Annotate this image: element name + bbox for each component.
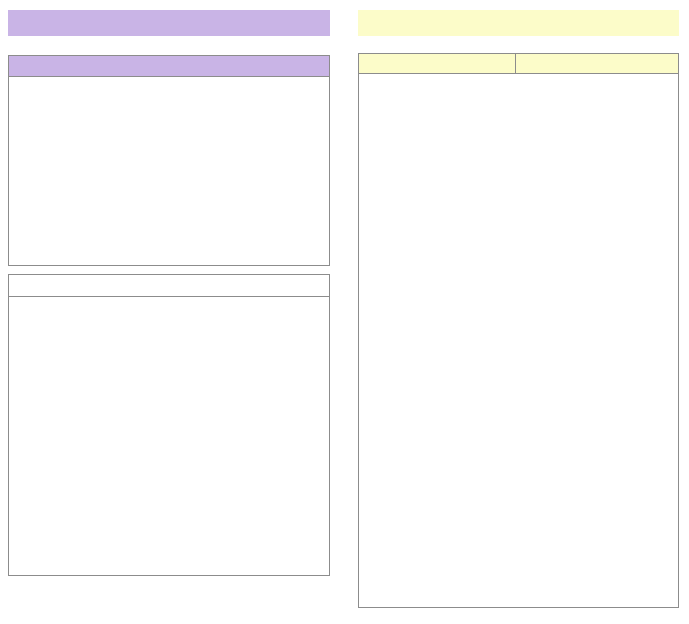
smartphone-pass-title	[9, 56, 329, 77]
pop-class-date	[358, 37, 679, 53]
pop-lists	[358, 53, 679, 608]
pop-wait-list	[516, 54, 678, 74]
pop-pass-title	[359, 54, 516, 74]
smartphone-class-date	[8, 38, 330, 54]
pop-wait-title	[516, 54, 678, 74]
smartphone-class-title	[8, 10, 330, 36]
pop-class-title	[358, 10, 679, 36]
smartphone-wait-title	[9, 275, 329, 297]
pop-pass-list	[359, 54, 516, 74]
smartphone-wait-list	[8, 274, 330, 576]
smartphone-pass-list	[8, 55, 330, 266]
